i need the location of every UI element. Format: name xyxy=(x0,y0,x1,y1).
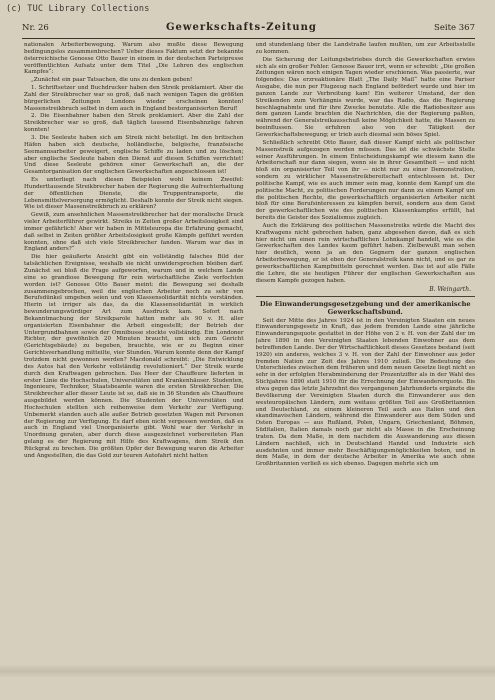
paragraph: Auch die Erklärung des politischen Massenstreiks würde die Macht des Kraftwagens nicht gebrochen haben, ganz abgesehen davon, daß es sich hier nicht um einen rein wirtschaftlichen Lohnkampf handelt, wie es die Gewerkschaften des Landes kaum geführt haben. Zielbewußt man sehen hier deutlich, wenn ja an den Gegnern der ganzen englischen Arbeiterbewegung, er ist eben der Generalstreik kann nicht, und es gar zu gewerkschaftlichen Kampfmitteln gerechnet werden. Das ist auf alle Fälle die Lehre, die sie heutigen Führer der englischen Gewerkschaften aus diesem Kampfe gezogen haben. xyxy=(255,222,475,284)
paragraph: Die hier geäußerte Ansicht gibt ein vollständig falsches Bild der tatsächlichen Ereignisse, weshalb sie nicht unwidersprochen bleiben darf. Zunächst sei bloß die Frage aufgeworfen, warum und in welchem Lande eine so grandiose Bewegung für rein wirtschaftliche Ziele verfochten worden ist? Genosse Otto Bauer meint: die Bewegung sei deshalb zusammengebrochen, weil die englischen Arbeiter noch zu sehr von Berufsdünkel umgeben seien und von Klassensolidarität nichts verständen. Hierin ist irriger als das, da die Klassensolidarität in wirklich bewunderungswürdiger Art zum Ausdruck kam. Sofort nach Bekanntmachung der Streikparole hatten mehr als 90 v. H. aller organisierten Eisenbahner die Arbeit eingestellt; der Betrieb der Untergrundbahnen sowie der Omnibusse stockte vollständig. Ein Londoner Richter, der gewöhnlich 20 Minuten braucht, um sich zum Gericht (Gerichtsgebäude) zu begeben, brauchte, wie er zu Beginn einer Gerichtsverhandlung mitteilte, vier Stunden. Warum konnte denn der Kampf trotzdem nicht gewonnen werden? Macdonald schreibt: „Die Entwicklung des Autos hat den Verkehr vollständig revolutioniert.“ Der Streik wurde durch den Kraftwagen gebrochen. Das Heer der Chauffeure lieferten in erster Linie die Hochschulen, Universitäten und Krankenhäuser. Studenten, Ingenieure, Techniker, Staatsbeamte waren die ersten Streikbrecher. Die Streikbrecher aller dieser Leute ist so, daß sie in 36 Stunden als Chauffeure ausgebildet werden können. Die Studenten der Universitäten und Hochschulen stellten sich reihenweise dem Verkehr zur Verfügung. Unbemerkt standen auch alle außer Betrieb gesetzten Wagen mit Personen der Regierung zur Verfügung. Es darf eben nicht vergessen werden, daß es auch in England viel Unorganisierte gibt. Wohl war der Verkehr in Unordnung geraten, aber durch diese ausgezeichnet vorbereiteten Plan gelang es der Regierung mit Hilfe des Kraftwagens, dem Streik den Rückgrat zu brechen. Die größten Opfer der Bewegung waren die Arbeiter und Angestellten, die das Gold zur teuren Autofahrt nicht hatten xyxy=(24,254,244,459)
paragraph: „Zunächst ein paar Tatsachen, die uns zu denken geben! xyxy=(31,77,193,84)
left-column xyxy=(24,42,244,694)
paragraph: 1. Schriftsetzer und Buchdrucker haben den Streik proklamiert. Aber die Zahl der Streikbrecher war so groß, daß nach wenigen Tagen die größten bürgerlichen Zeitungen Londons wieder erscheinen konnten! Massenstreikbruch selbst in dem auch in England bestorganisierten Beruf! xyxy=(24,85,244,112)
page-number: Seite 367 xyxy=(434,23,475,33)
paragraph: Seit der Mitte des Jahres 1924 ist in den Vereinigten Staaten ein neues Einwanderungsgesetz in Kraft, das jedem fremden Lande eine jährliche Einwanderungsquote gestattet in der Höhe von 2 v. H. von der Zahl der im Jahre 1890 in den Vereinigten Staaten lebenden Einwohner aus dem betreffenden Lande. Der der Wirtschaftlichkeit dieses Gesetzes bestand (seit 1920) ein anderes, welches 3 v. H. von der Zahl der Einwohner aus jeder fremden Nation zur Zeit des Jahres 1910 zuließ. Die Bedeutung des Unterschiedes zwischen dem früheren und dem neuen Gesetze liegt nicht so sehr in der erfolgten Herabminderung der Prozentziffer als in der Wahl des Stichjahres 1890 statt 1910 für die Errechnung der Einwandererquote. Bis etwa gegen das letzte Jahrzehnt des vergangenen Jahrhunderts ergänzte die Bevölkerung der Vereinigten Staaten durch die Einwanderer aus den westeuropäischen Ländern, zum weitaus größten Teil aus Großbritannien und Deutschland, zu einem kleineren Teil auch aus Italien und den skandinavischen Ländern, während die Einwanderer aus dem Süden und Osten Europas — aus Rußland, Polen, Ungarn, Griechenland, Böhmen, Süditalien, Italien damals noch gar nicht als Masse in die Erscheinung traten. Da dem Maße, in dem nachdem die Auswanderung aus diesen Ländern nachließ, sich in Deutschland Handel und Industrie sich ausdehnten und immer mehr Beschäftigungsmöglichkeiten boten, und in dem Maße, in dem der deutsche Arbeiter in Amerika wie auch ohne Großbritannien verließ es sich ebenso. Dagegen mehrte sich um xyxy=(255,317,475,468)
section-title: Die Einwanderungsgesetzgebung und der amerikanische Gewerkschaftsbund. xyxy=(259,299,471,316)
author-signature: B. Weingarth. xyxy=(429,285,471,293)
page-header xyxy=(22,22,475,38)
paragraph: nationalen Arbeiterbewegung. Warum also mußte diese Bewegung bedingungslos zusammenbrechen? Ueber dieses Faktum setzt der bekannte österreichische Genosse Otto Bauer in einem in der deutschen Parteipresse veröffentlichten Aufsatz unter dem Titel „Die Lehren des englischen Kampfes“: xyxy=(24,42,244,76)
issue-number: Nr. 26 xyxy=(22,23,49,33)
paragraph: 3. Die Seeleute haben sich am Streik nicht beteiligt. Im den britischen Häfen haben sich deutsche, holländische, belgische, französische Seemannsarbeiter geweigert, englische Schiffe zu laden und zu löschen; aber englische Seeleute haben den Dienst auf diesen Schiffen verrichtet! Und diese Seeleute gehören einer Gewerkschaft an, die der Gesamtorganisation der englischen Gewerkschaften angeschlossen ist! xyxy=(24,134,244,176)
paragraph: Es unterliegt nach diesen Beispielen wohl keinem Zweifel: Hunderttausende Streikbrecher haben der Regierung die Aufrechterhaltung der öffentlichen Dienste, die Truppentransporte, die Lebensmittelversorgung ermöglicht. Deshalb konnte der Streik nicht siegen. Wie ist dieser Massenstreikbruch zu erklären? xyxy=(24,177,244,211)
paragraph: Schließlich schreibt Otto Bauer, daß dieser Kampf nicht als politischer Massenstreik aufgezogen werden müssen. Das ist die schwächste Stelle seiner Ausführungen. In einem Entscheidungskampf wie diesem kann die Arbeiterschaft nur dann siegen, wenn sie in ihrer Gesamtheit — und nicht bloß ein organisierter Teil von ihr — nicht nur zu einer Demonstration, sondern zu wirklicher Massenstreikbereitschaft entschlossen ist. Der politische Kampf, wie es auch immer sein mag, konnte dem Kampf um die politische Macht, zu politischen Forderungen nur dann zu einem Kampf um die politischen Rechte, die gewerkschaftlich organisierten Arbeiter nicht bloß für eine Berufsinteressen zu kämpfen bereit, sondern aus dem Geist der gewerkschaftlichen wie des politischen Klassenkampfes erfüllt, hat bereits die Geister des Sozialismus zugleich. xyxy=(255,139,475,222)
newspaper-title: Gewerkschafts-Zeitung xyxy=(165,22,317,33)
watermark: (c) TUC Library Collections xyxy=(6,4,150,14)
paragraph: Gewiß, zum ansehnlichen Massenstreikbrecher hat der moralische Druck vieler Arbeiterführer gewirkt. Streiks in Zeiten großer Arbeitslosigkeit sind immer gefährlich! Aber wir haben in Mitteleuropa die Erfahrung gemacht, daß selbst in Zeiten größter Arbeitslosigkeit große Kämpfe geführt werden konnten, ohne daß sich viele Streikbrecher fanden. Warum war das in England anders?“ xyxy=(24,212,244,253)
header-rule xyxy=(22,38,475,39)
right-column xyxy=(256,42,476,694)
paragraph: Die Sicherung der Leitungsbetriebes durch die Gewerkschaften erwies sich als ein großer Fehler. Genosse Bauer irrt, wenn er schreibt: „Die großen Zeitungen wären noch einigen Tagen wieder erschienen. Was passierte, war folgendes: Das erzreaktionäre Blatt „The Daily Mail“ hatte eine Pariser Ausgabe, die nun per Flugzeug nach England befördert wurde und hier im ganzen Lande zur Verbreitung kam! Ein weiterer Umstand, der den Streikenden zum Verhängnis wurde, war das Radio, das die Regierung beschlagnahmte und für ihre Zwecke benutzte. Alle die Radiobesitzer aus dem ganzen Lande brachten die Nachrichten, die der Regierung paßten, während der Generalstreikausschuß keine Möglichkeit hatte, die Massen zu beeinflussen. Sie erfuhren also von der Tätigkeit der Gewerkschaftsbewegung; er trieb auch diesmal sein böses Spiel. xyxy=(255,56,475,138)
article-columns xyxy=(24,42,475,694)
paragraph: 2. Die Eisenbahner haben den Streik proklamiert. Aber die Zahl der Streikbrecher war so groß, daß täglich tausend Eisenbahnzüge fahren konnten! xyxy=(24,113,244,134)
section-divider xyxy=(256,296,476,297)
paragraph: und stundenlang über die Landstraße laufen mußten, um zur Arbeitsstelle zu kommen. xyxy=(255,42,475,55)
